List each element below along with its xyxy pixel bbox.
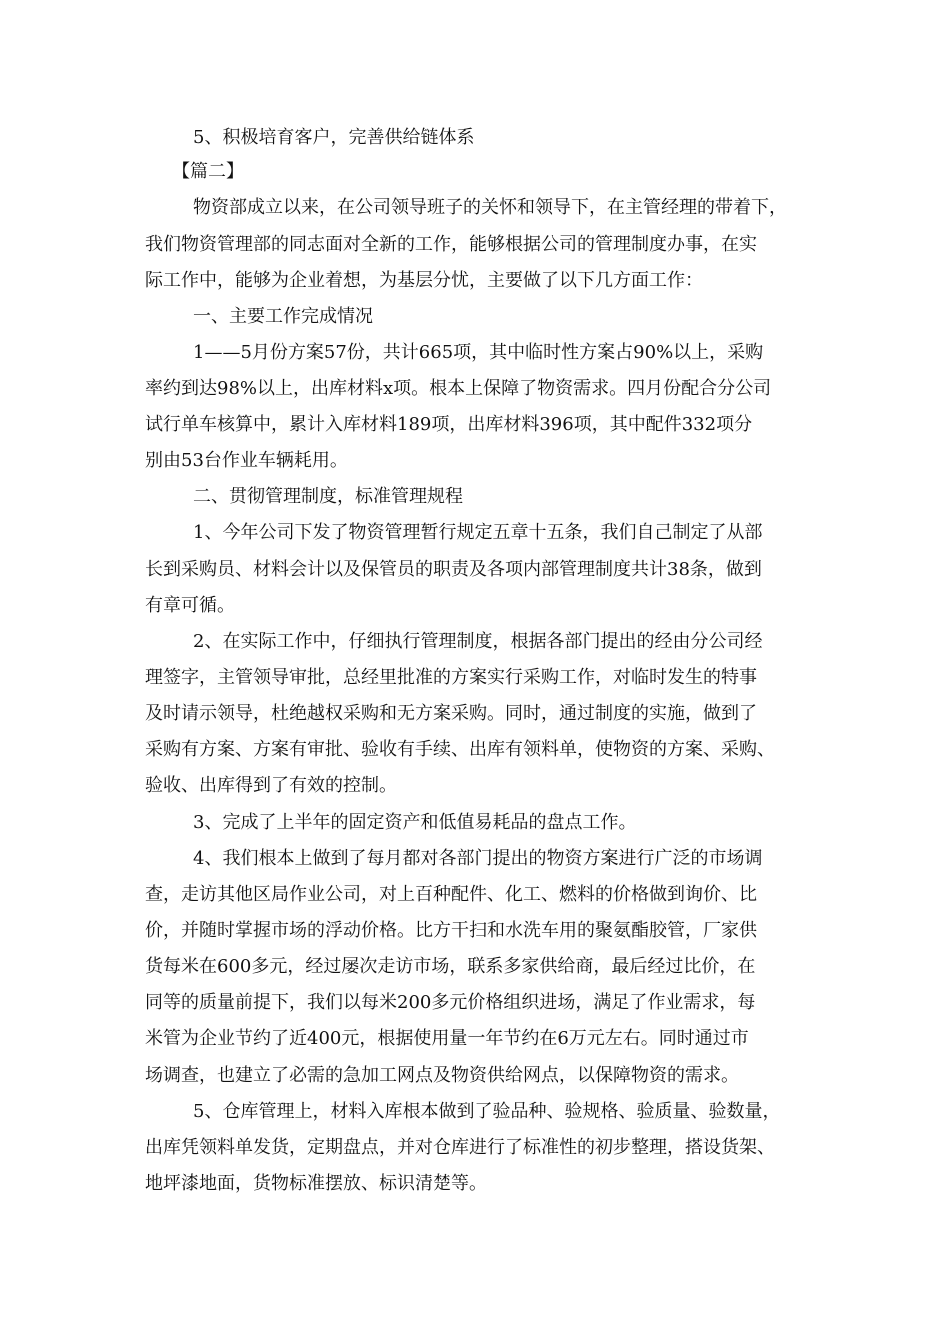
text-line: 率约到达98%以上，出库材料x项。根本上保障了物资需求。四月份配合分公司 xyxy=(145,378,772,399)
text-line: 一、主要工作完成情况 xyxy=(193,306,373,327)
text-line: 采购有方案、方案有审批、验收有手续、出库有领料单，使物资的方案、采购、 xyxy=(145,739,775,760)
text-line: 5、仓库管理上，材料入库根本做到了验品种、验规格、验质量、验数量， xyxy=(193,1101,781,1122)
text-line: 1、今年公司下发了物资管理暂行规定五章十五条，我们自己制定了从部 xyxy=(193,522,763,543)
text-line: 有章可循。 xyxy=(145,595,235,616)
text-line: 出库凭领料单发货，定期盘点，并对仓库进行了标准性的初步整理，搭设货架、 xyxy=(145,1137,775,1158)
text-line: 地坪漆地面，货物标准摆放、标识清楚等。 xyxy=(145,1173,487,1194)
text-line: 3、完成了上半年的固定资产和低值易耗品的盘点工作。 xyxy=(193,812,637,833)
text-line: 同等的质量前提下，我们以每米200多元价格组织进场，满足了作业需求，每 xyxy=(145,992,756,1013)
text-line: 我们物资管理部的同志面对全新的工作，能够根据公司的管理制度办事，在实 xyxy=(145,234,757,255)
text-line: 长到采购员、材料会计以及保管员的职责及各项内部管理制度共计38条，做到 xyxy=(145,559,762,580)
text-line: 米管为企业节约了近400元，根据使用量一年节约在6万元左右。同时通过市 xyxy=(145,1028,749,1049)
text-line: 2、在实际工作中，仔细执行管理制度，根据各部门提出的经由分公司经 xyxy=(193,631,763,652)
text-line: 物资部成立以来，在公司领导班子的关怀和领导下，在主管经理的带着下， xyxy=(193,197,787,218)
text-line: 4、我们根本上做到了每月都对各部门提出的物资方案进行广泛的市场调 xyxy=(193,848,763,869)
text-line: 及时请示领导，杜绝越权采购和无方案采购。同时，通过制度的实施，做到了 xyxy=(145,703,757,724)
text-line: 二、贯彻管理制度，标准管理规程 xyxy=(193,486,463,507)
text-line: 5、积极培育客户，完善供给链体系 xyxy=(193,127,475,148)
text-line: 别由53台作业车辆耗用。 xyxy=(145,450,348,471)
text-line: 价，并随时掌握市场的浮动价格。比方干扫和水洗车用的聚氨酯胶管，厂家供 xyxy=(145,920,757,941)
text-line: 场调查，也建立了必需的急加工网点及物资供给网点，以保障物资的需求。 xyxy=(145,1065,739,1086)
text-line: 1——5月份方案57份，共计665项，其中临时性方案占90%以上，采购 xyxy=(193,342,764,363)
text-line: 货每米在600多元，经过屡次走访市场，联系多家供给商，最后经过比价，在 xyxy=(145,956,756,977)
text-line: 理签字，主管领导审批，总经里批准的方案实行采购工作，对临时发生的特事 xyxy=(145,667,757,688)
text-line: 查，走访其他区局作业公司，对上百种配件、化工、燃料的价格做到询价、比 xyxy=(145,884,757,905)
section-heading: 【篇二】 xyxy=(172,161,244,182)
text-line: 验收、出库得到了有效的控制。 xyxy=(145,775,397,796)
text-line: 试行单车核算中，累计入库材料189项，出库材料396项，其中配件332项分 xyxy=(145,414,753,435)
text-line: 际工作中，能够为企业着想，为基层分忧，主要做了以下几方面工作： xyxy=(145,270,703,291)
